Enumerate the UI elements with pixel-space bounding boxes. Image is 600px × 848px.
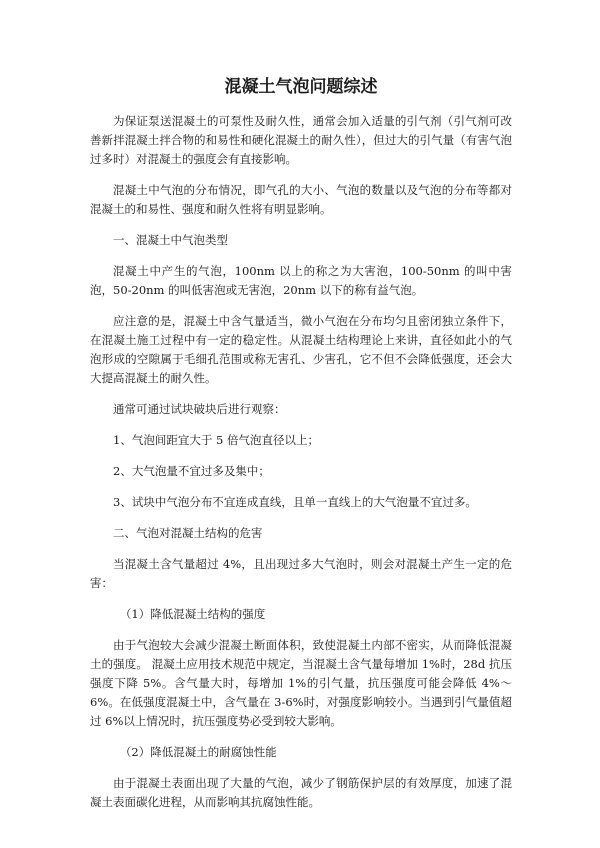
paragraph-strength: 由于气泡较大会减少混凝土断面体积，致使混凝土内部不密实，从而降低混凝土的强度。 混凝土应用技术规范中规定，当混凝土含气量每增加 1%时，28d 抗压强度下降 5%。含气量大时，每增加 1%的引气量，抗压强度可能会降低 4%～6%。在低强度混凝土中，含气量在 3-6%时，对强度影响较小。当遇到引气量值超过 6%以上情况时，抗压强度势必受到较大影响。 xyxy=(90,638,512,728)
subheading-corrosion: （2）降低混凝土的耐腐蚀性能 xyxy=(119,745,277,759)
document-title: 混凝土气泡问题综述 xyxy=(224,77,378,97)
subheading-strength: （1）降低混凝土结构的强度 xyxy=(119,607,266,621)
list-item-1: 1、气泡间距宜大于 5 倍气泡直径以上； xyxy=(113,433,319,447)
paragraph-intro: 为保证泵送混凝土的可泵性及耐久性，通常会加入适量的引气剂（引气剂可改善新拌混凝土拌合物的和易性和硬化混凝土的耐久性），但过大的引气量（有害气泡过多时）对混凝土的强度会有直接影响。 xyxy=(90,114,512,166)
paragraph-distribution: 混凝土中气泡的分布情况，即气孔的大小、气泡的数量以及气泡的分布等都对混凝土的和易性、强度和耐久性将有明显影响。 xyxy=(90,183,512,216)
section-heading-hazards: 二、气泡对混凝土结构的危害 xyxy=(113,526,263,540)
paragraph-observation: 通常可通过试块破块后进行观察： xyxy=(113,402,286,416)
section-heading-bubble-types: 一、混凝土中气泡类型 xyxy=(113,233,228,247)
paragraph-note: 应注意的是，混凝土中含气量适当，微小气泡在分布均匀且密闭独立条件下，在混凝土施工过程中有一定的稳定性。从混凝土结构理论上来讲，直径如此小的气泡形成的空隙属于毛细孔范围或称无害孔、少害孔，它不但不会降低强度，还会大大提高混凝土的耐久性。 xyxy=(90,314,512,385)
paragraph-hazards-intro: 当混凝土含气量超过 4%，且出现过多大气泡时，则会对混凝土产生一定的危害： xyxy=(90,557,512,590)
paragraph-corrosion: 由于混凝土表面出现了大量的气泡，减少了钢筋保护层的有效厚度，加速了混凝土表面碳化进程，从而影响其抗腐蚀性能。 xyxy=(90,776,512,809)
list-item-3: 3、试块中气泡分布不宜连成直线，且单一直线上的大气泡量不宜过多。 xyxy=(113,495,477,509)
list-item-2: 2、大气泡量不宜过多及集中； xyxy=(113,464,270,478)
paragraph-bubble-sizes: 混凝土中产生的气泡，100nm 以上的称之为大害泡，100-50nm 的叫中害泡，50-20nm 的叫低害泡或无害泡，20nm 以下的称有益气泡。 xyxy=(90,264,512,297)
